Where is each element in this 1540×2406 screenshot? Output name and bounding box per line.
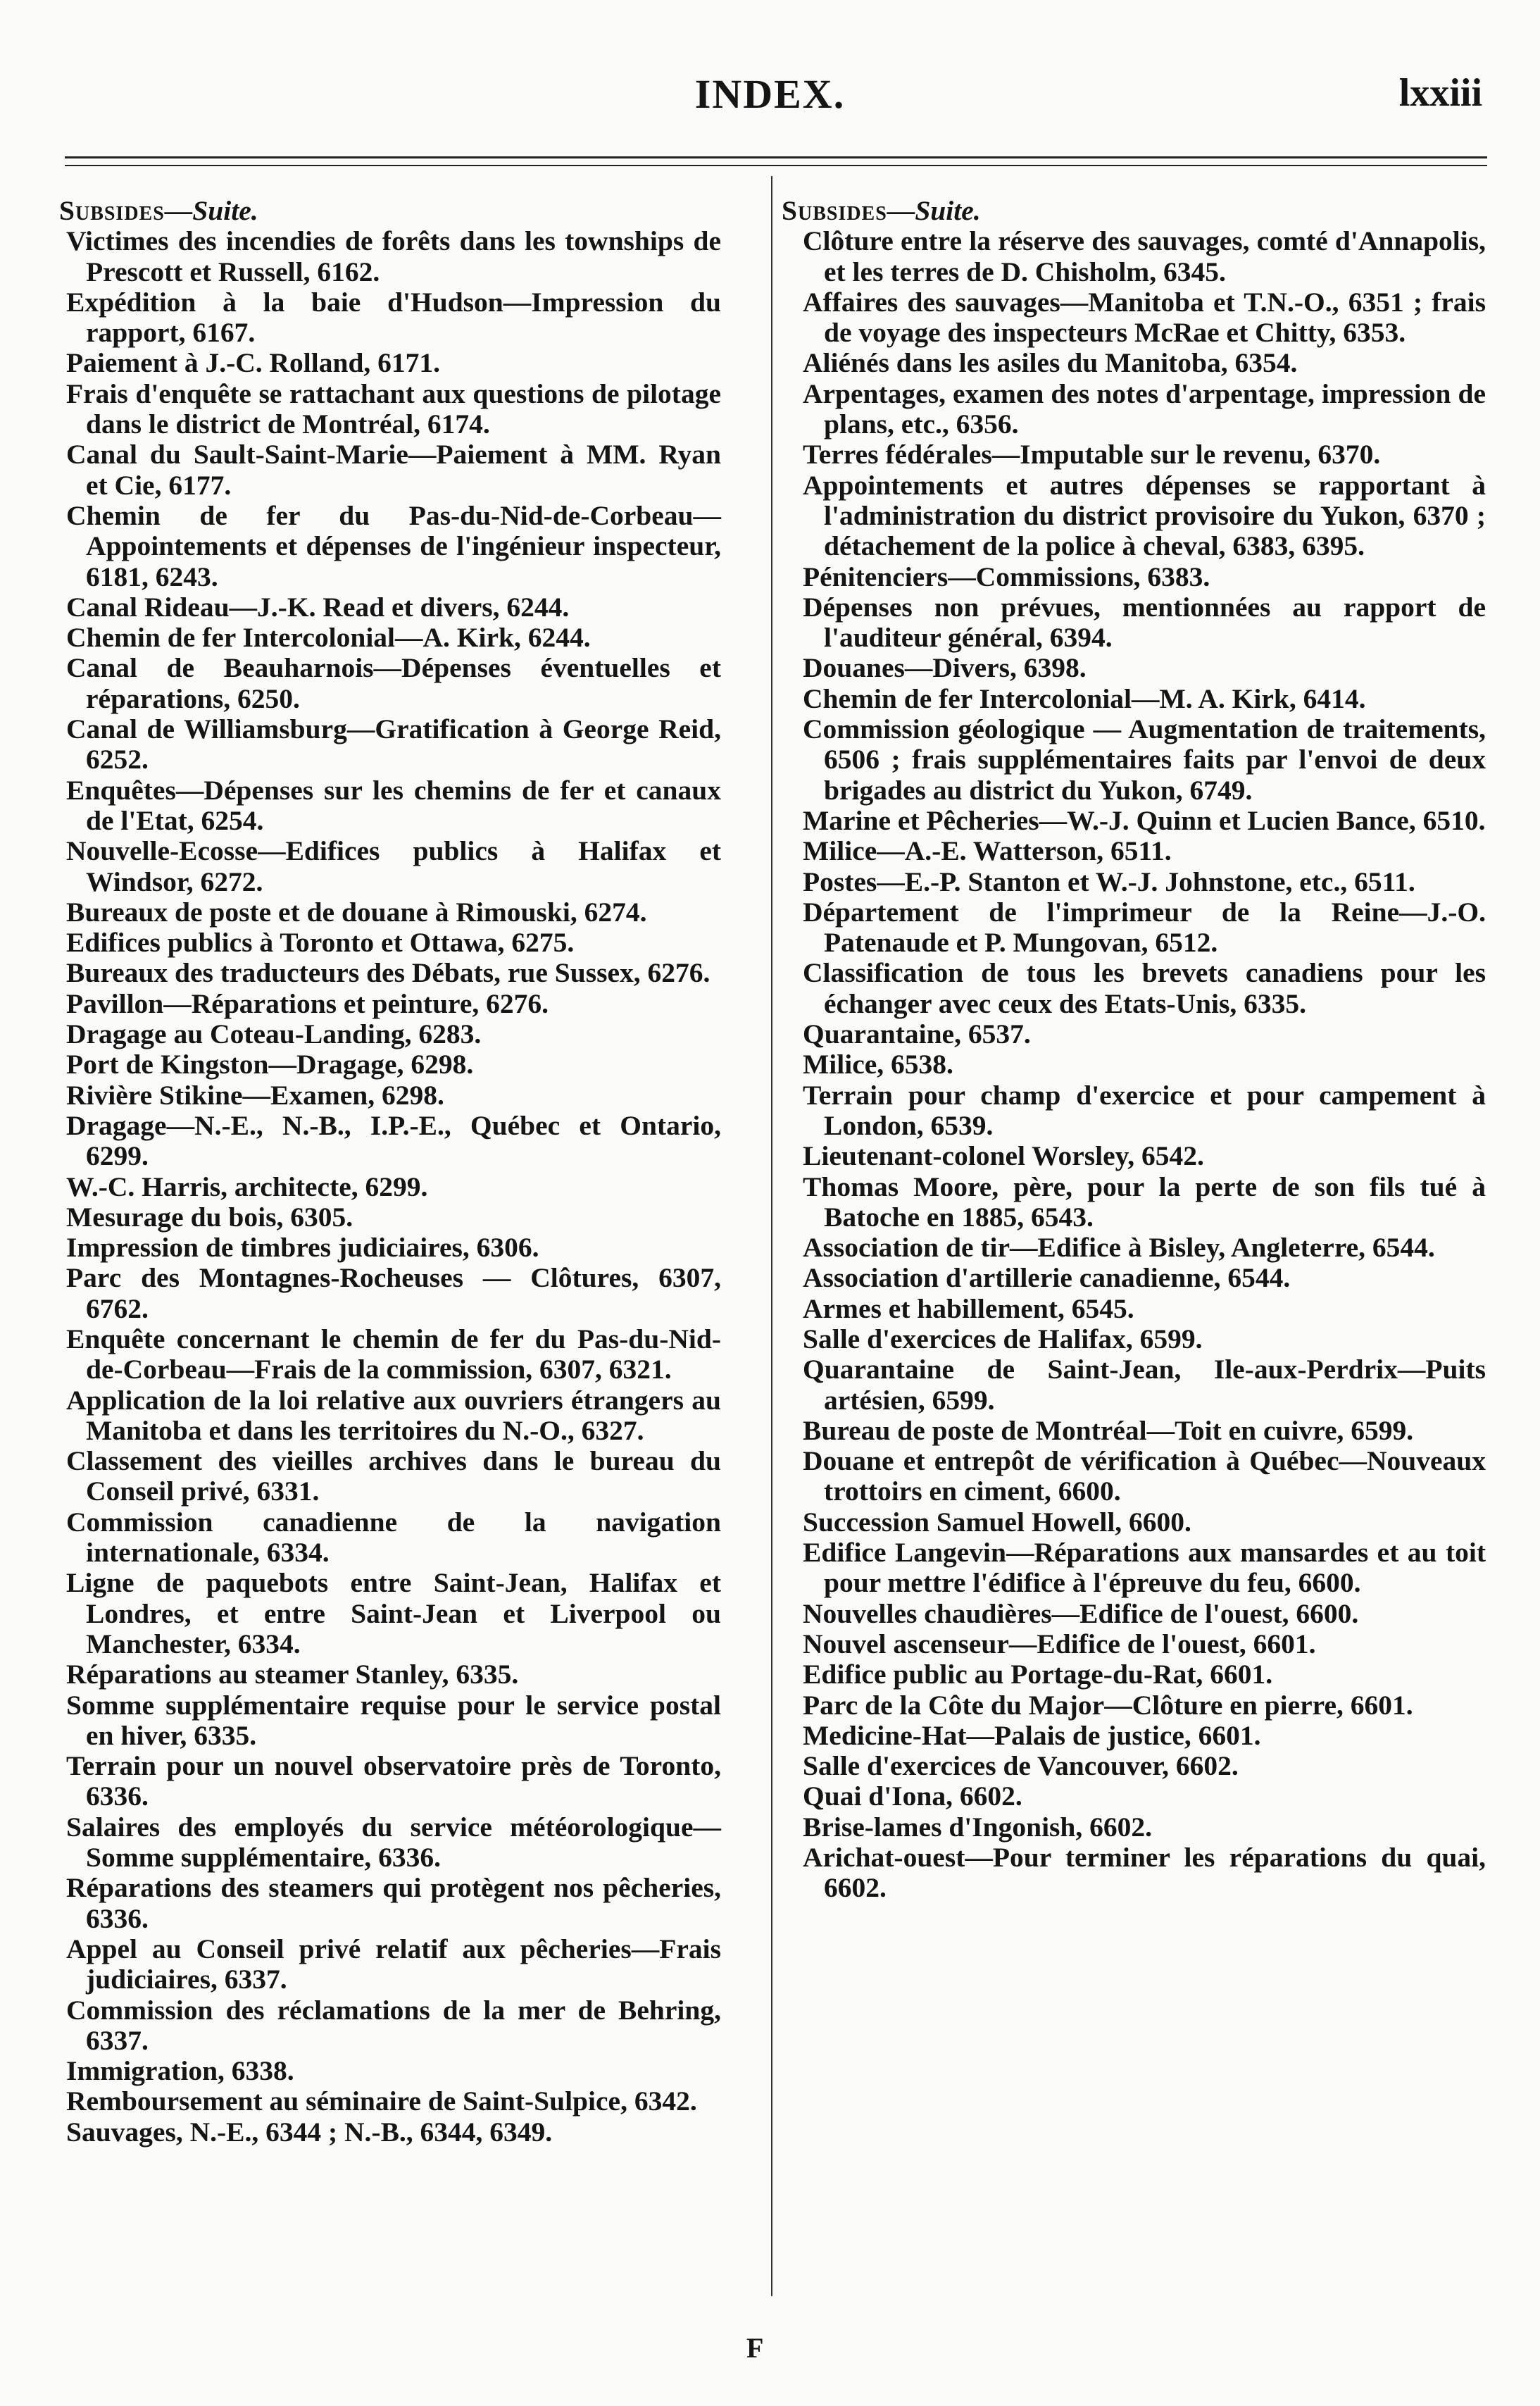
- index-entry: Parc des Montagnes-Rocheuses — Clôtures, 6307, 6762.: [66, 1262, 721, 1324]
- index-entry: Bureaux des traducteurs des Débats, rue Sussex, 6276.: [66, 957, 710, 989]
- left-column-heading: [59, 196, 721, 226]
- index-entry: Quarantaine de Saint-Jean, Ile-aux-Perdrix—Puits artésien, 6599.: [803, 1354, 1486, 1416]
- index-entry: Ligne de paquebots entre Saint-Jean, Halifax et Londres, et entre Saint-Jean et Liverpool ou Manchester, 6334.: [66, 1567, 721, 1659]
- index-entry: Sauvages, N.-E., 6344 ; N.-B., 6344, 6349.: [66, 2116, 553, 2148]
- index-entry: Port de Kingston—Dragage, 6298.: [66, 1049, 474, 1080]
- index-entry: Bureaux de poste et de douane à Rimouski, 6274.: [66, 896, 647, 928]
- index-entry: Commission canadienne de la navigation internationale, 6334.: [66, 1506, 721, 1569]
- right-column-heading: [782, 196, 1486, 226]
- index-entry: Aliénés dans les asiles du Manitoba, 6354.: [803, 347, 1298, 379]
- index-entry: Terres fédérales—Imputable sur le revenu, 6370.: [803, 439, 1381, 470]
- index-entry: Postes—E.-P. Stanton et W.-J. Johnstone, etc., 6511.: [803, 866, 1415, 897]
- column-divider: [771, 176, 772, 2296]
- index-entry: Rivière Stikine—Examen, 6298.: [66, 1079, 444, 1111]
- index-entry: Classification de tous les brevets canadiens pour les échanger avec ceux des Etats-Unis, 6335.: [803, 957, 1486, 1019]
- index-entry: Marine et Pêcheries—W.-J. Quinn et Lucien Bance, 6510.: [803, 804, 1486, 836]
- index-entry: Lieutenant-colonel Worsley, 6542.: [803, 1140, 1204, 1172]
- index-entry: Impression de timbres judiciaires, 6306.: [66, 1232, 539, 1264]
- index-entry: Pénitenciers—Commissions, 6383.: [803, 561, 1210, 592]
- index-entry: Quai d'Iona, 6602.: [803, 1781, 1022, 1812]
- index-entry: Brise-lames d'Ingonish, 6602.: [803, 1811, 1153, 1843]
- heading-main: Subsides: [59, 195, 165, 226]
- index-entry: Expédition à la baie d'Hudson—Impression du rapport, 6167.: [66, 286, 721, 349]
- index-entry: Thomas Moore, père, pour la perte de son fils tué à Batoche en 1885, 6543.: [803, 1171, 1486, 1233]
- index-entry: Frais d'enquête se rattachant aux questions de pilotage dans le district de Montréal, 6174.: [66, 378, 721, 440]
- index-entry: Nouvelles chaudières—Edifice de l'ouest, 6600.: [803, 1597, 1359, 1629]
- index-entry: Chemin de fer du Pas-du-Nid-de-Corbeau—Appointements et dépenses de l'ingénieur inspecteur, 6181, 6243.: [66, 499, 721, 592]
- index-entry: Canal de Beauharnois—Dépenses éventuelles et réparations, 6250.: [66, 652, 721, 714]
- index-entry: Douane et entrepôt de vérification à Québec—Nouveaux trottoirs en ciment, 6600.: [803, 1445, 1486, 1507]
- index-entry: Enquêtes—Dépenses sur les chemins de fer et canaux de l'Etat, 6254.: [66, 774, 721, 836]
- index-entry: Somme supplémentaire requise pour le service postal en hiver, 6335.: [66, 1689, 721, 1751]
- index-entry: Douanes—Divers, 6398.: [803, 652, 1087, 684]
- index-entry: Victimes des incendies de forêts dans les townships de Prescott et Russell, 6162.: [66, 225, 721, 287]
- index-entry: Classement des vieilles archives dans le bureau du Conseil privé, 6331.: [66, 1445, 721, 1507]
- index-entry: Chemin de fer Intercolonial—M. A. Kirk, 6414.: [803, 682, 1366, 714]
- index-entry: Paiement à J.-C. Rolland, 6171.: [66, 347, 441, 379]
- index-entry: Commission des réclamations de la mer de Behring, 6337.: [66, 1994, 721, 2056]
- header-rule-top: [65, 156, 1487, 158]
- index-entry: Armes et habillement, 6545.: [803, 1292, 1134, 1324]
- index-entry: Affaires des sauvages—Manitoba et T.N.-O., 6351 ; frais de voyage des inspecteurs McRae et Chitty, 6353.: [803, 286, 1486, 349]
- index-entry: Edifices publics à Toronto et Ottawa, 6275.: [66, 927, 575, 959]
- index-entry: W.-C. Harris, architecte, 6299.: [66, 1171, 428, 1202]
- right-column: [782, 196, 1486, 1904]
- index-entry: Canal du Sault-Saint-Marie—Paiement à MM. Ryan et Cie, 6177.: [66, 439, 721, 501]
- index-entry: Salle d'exercices de Vancouver, 6602.: [803, 1750, 1239, 1782]
- index-entry: Arpentages, examen des notes d'arpentage, impression de plans, etc., 6356.: [803, 378, 1486, 440]
- index-entry: Nouvelle-Ecosse—Edifices publics à Halifax et Windsor, 6272.: [66, 835, 721, 897]
- index-entry: Réparations au steamer Stanley, 6335.: [66, 1659, 519, 1690]
- index-entry: Dragage au Coteau-Landing, 6283.: [66, 1018, 482, 1050]
- index-entry: Edifice public au Portage-du-Rat, 6601.: [803, 1659, 1273, 1690]
- index-entry: Département de l'imprimeur de la Reine—J.-O. Patenaude et P. Mungovan, 6512.: [803, 896, 1486, 959]
- index-entry: Nouvel ascenseur—Edifice de l'ouest, 6601.: [803, 1628, 1316, 1659]
- left-column: [59, 196, 721, 2148]
- right-entry-list: [782, 226, 1486, 1903]
- index-entry: Association de tir—Edifice à Bisley, Angleterre, 6544.: [803, 1232, 1435, 1264]
- index-entry: Dépenses non prévues, mentionnées au rapport de l'auditeur général, 6394.: [803, 591, 1486, 654]
- index-entry: Terrain pour champ d'exercice et pour campement à London, 6539.: [803, 1079, 1486, 1141]
- index-entry: Remboursement au séminaire de Saint-Sulpice, 6342.: [66, 2086, 697, 2117]
- index-entry: Arichat-ouest—Pour terminer les réparations du quai, 6602.: [803, 1842, 1486, 1904]
- index-entry: Terrain pour un nouvel observatoire près de Toronto, 6336.: [66, 1750, 721, 1812]
- index-entry: Pavillon—Réparations et peinture, 6276.: [66, 987, 549, 1019]
- index-entry: Chemin de fer Intercolonial—A. Kirk, 6244.: [66, 622, 591, 654]
- index-entry: Commission géologique — Augmentation de traitements, 6506 ; frais supplémentaires faits par l'envoi de deux brigades au district du Yukon, 6749.: [803, 713, 1486, 806]
- index-entry: Salaires des employés du service météorologique—Somme supplémentaire, 6336.: [66, 1811, 721, 1874]
- index-entry: Immigration, 6338.: [66, 2055, 294, 2087]
- index-entry: Milice, 6538.: [803, 1049, 953, 1080]
- index-entry: Quarantaine, 6537.: [803, 1018, 1031, 1050]
- signature-mark: F: [746, 2332, 764, 2364]
- index-entry: Parc de la Côte du Major—Clôture en pierre, 6601.: [803, 1689, 1413, 1721]
- index-entry: Succession Samuel Howell, 6600.: [803, 1506, 1191, 1538]
- index-entry: Milice—A.-E. Watterson, 6511.: [803, 835, 1172, 867]
- index-entry: Bureau de poste de Montréal—Toit en cuivre, 6599.: [803, 1414, 1414, 1446]
- page-title: INDEX.: [694, 71, 846, 117]
- header-rule-bottom: [65, 165, 1487, 166]
- heading-suite: —Suite.: [887, 195, 981, 226]
- page-number: lxxiii: [1398, 71, 1482, 115]
- left-entry-list: [59, 226, 721, 2148]
- index-entry: Medicine-Hat—Palais de justice, 6601.: [803, 1719, 1261, 1751]
- index-entry: Clôture entre la réserve des sauvages, comté d'Annapolis, et les terres de D. Chisholm, 6345.: [803, 225, 1486, 287]
- index-entry: Dragage—N.-E., N.-B., I.P.-E., Québec et Ontario, 6299.: [66, 1109, 721, 1172]
- index-entry: Canal de Williamsburg—Gratification à George Reid, 6252.: [66, 713, 721, 775]
- heading-main: Subsides: [782, 195, 887, 226]
- index-entry: Salle d'exercices de Halifax, 6599.: [803, 1323, 1203, 1354]
- heading-suite: —Suite.: [164, 195, 258, 226]
- index-entry: Canal Rideau—J.-K. Read et divers, 6244.: [66, 591, 570, 623]
- index-entry: Appointements et autres dépenses se rapportant à l'administration du district provisoire du Yukon, 6370 ; détachement de la police à cheval, 6383, 6395.: [803, 469, 1486, 562]
- index-entry: Mesurage du bois, 6305.: [66, 1201, 353, 1233]
- index-entry: Association d'artillerie canadienne, 6544.: [803, 1262, 1291, 1294]
- index-entry: Appel au Conseil privé relatif aux pêcheries—Frais judiciaires, 6337.: [66, 1933, 721, 1995]
- index-entry: Application de la loi relative aux ouvriers étrangers au Manitoba et dans les territoires du N.-O., 6327.: [66, 1384, 721, 1446]
- index-entry: Enquête concernant le chemin de fer du Pas-du-Nid-de-Corbeau—Frais de la commission, 6307, 6321.: [66, 1323, 721, 1385]
- index-entry: Réparations des steamers qui protègent nos pêcheries, 6336.: [66, 1872, 721, 1934]
- index-entry: Edifice Langevin—Réparations aux mansardes et au toit pour mettre l'édifice à l'épreuve du feu, 6600.: [803, 1537, 1486, 1599]
